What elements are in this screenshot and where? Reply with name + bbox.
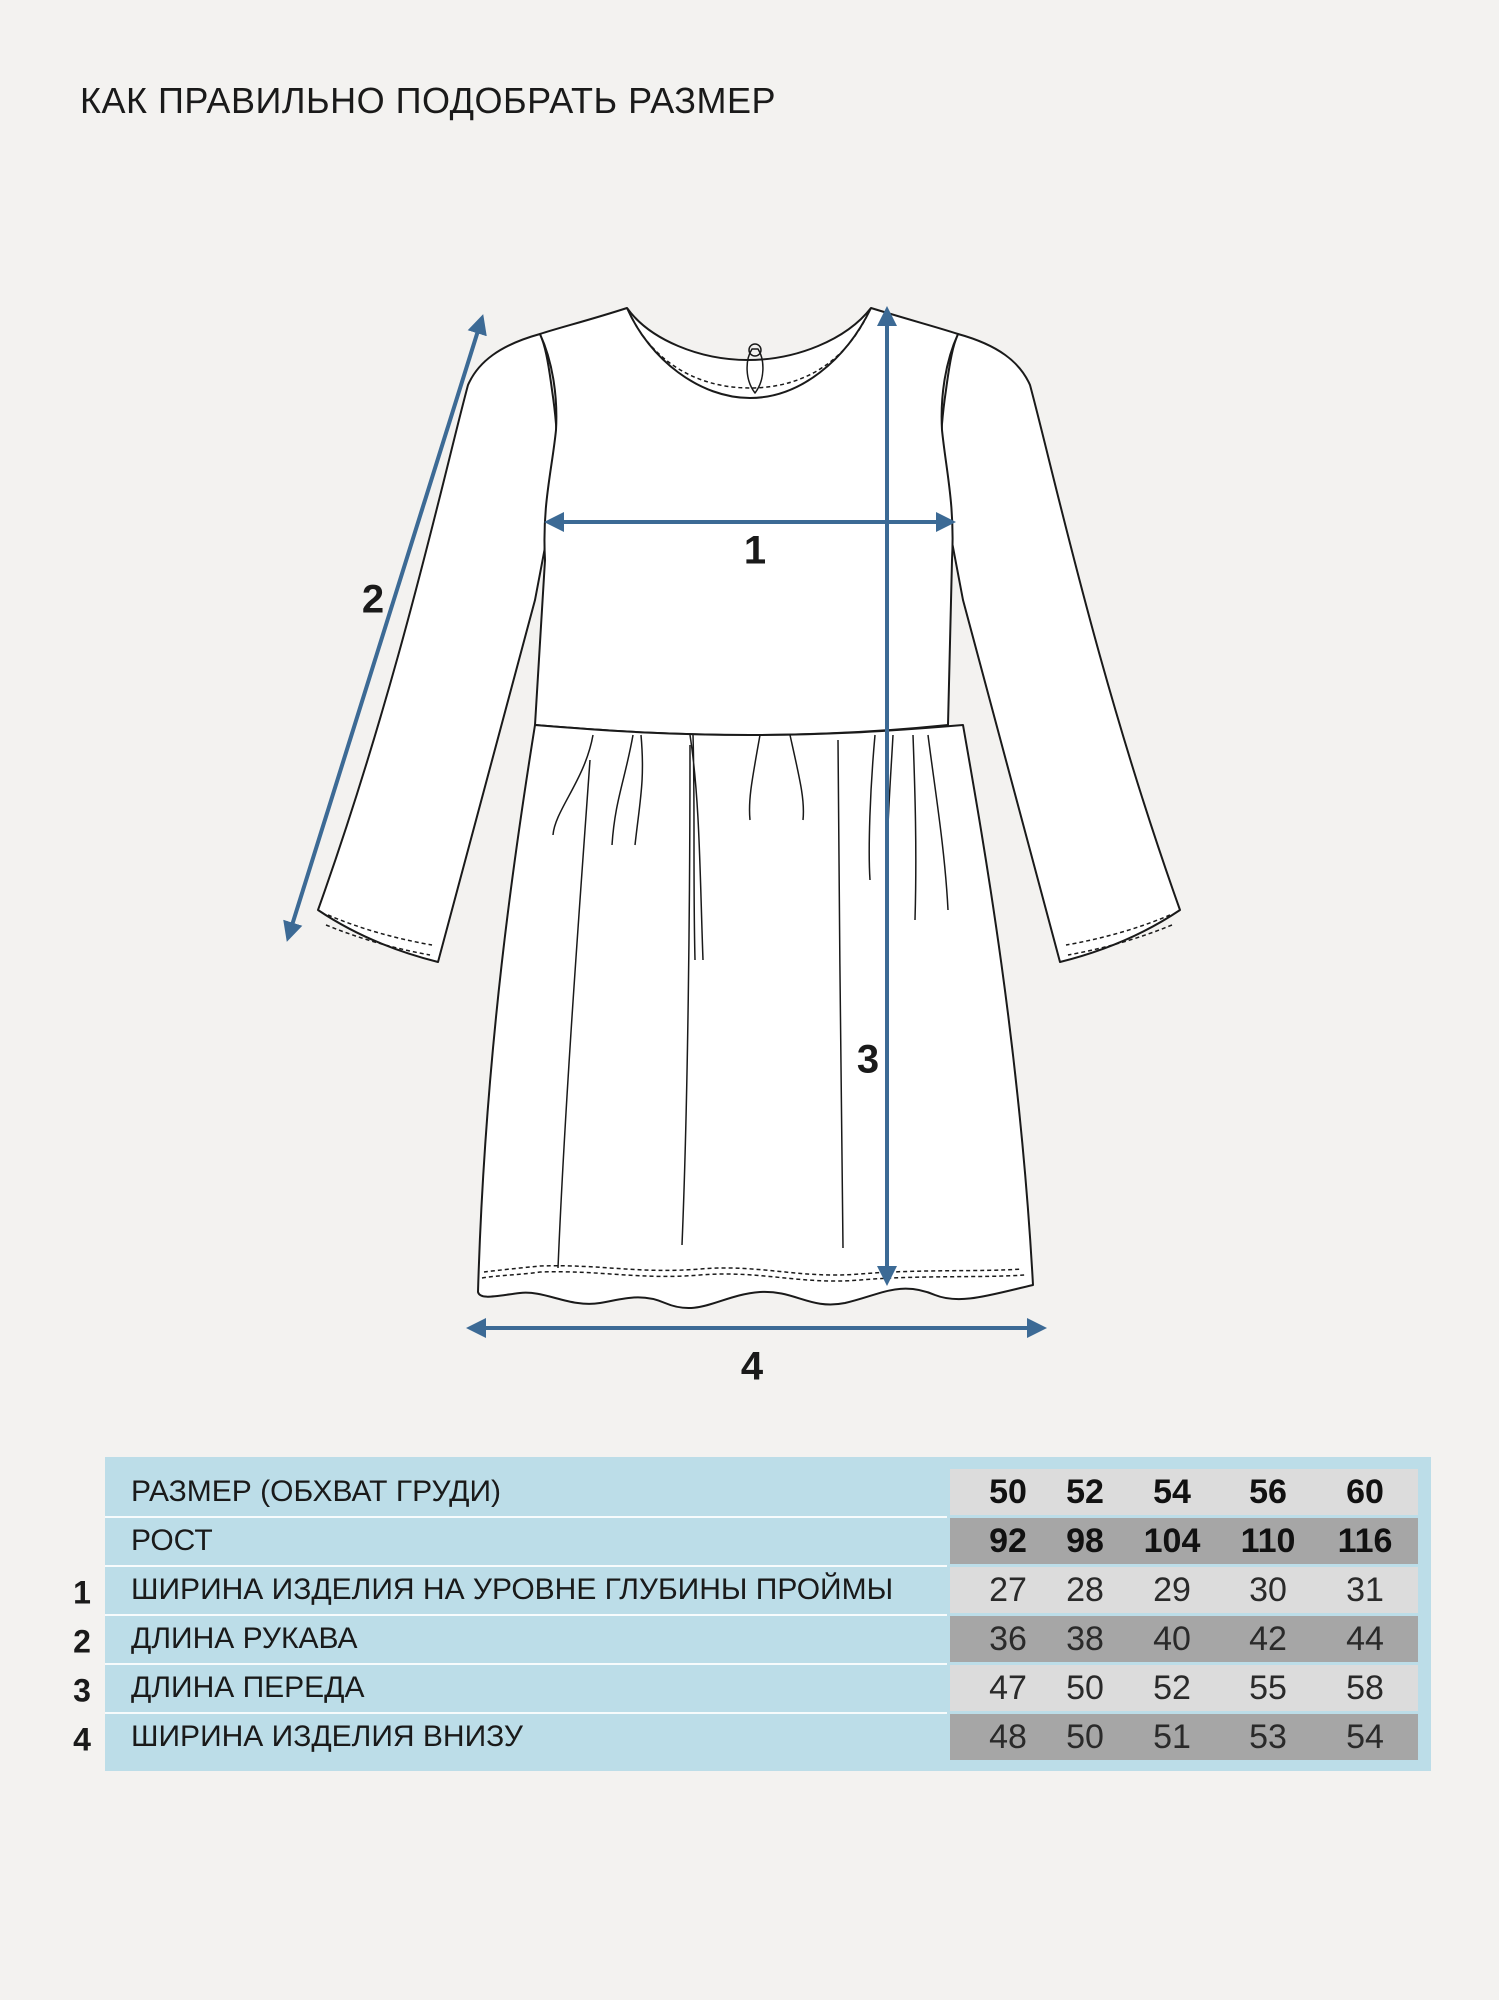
- row-number-1: 1: [73, 1574, 91, 1611]
- cell: 60: [1346, 1473, 1384, 1511]
- cell: 42: [1249, 1620, 1287, 1658]
- cell: 98: [1066, 1522, 1104, 1560]
- cell: 29: [1153, 1571, 1191, 1609]
- table-row-3: [105, 1665, 1431, 1711]
- cell: 53: [1249, 1718, 1287, 1756]
- table-row-height: [105, 1518, 1431, 1564]
- table-row-size: [105, 1469, 1431, 1515]
- cell: 52: [1066, 1473, 1104, 1511]
- table-row-1: [105, 1567, 1431, 1613]
- cell: 50: [989, 1473, 1027, 1511]
- table-row-2: [105, 1616, 1431, 1662]
- row-number-2: 2: [73, 1623, 91, 1660]
- cell: 27: [989, 1571, 1027, 1609]
- values-height: [950, 1518, 1418, 1564]
- cell: 48: [989, 1718, 1027, 1756]
- row-label: ШИРИНА ИЗДЕЛИЯ ВНИЗУ: [131, 1720, 523, 1753]
- values-size: [950, 1469, 1418, 1515]
- cell: 116: [1337, 1522, 1393, 1560]
- row-label: РОСТ: [131, 1524, 213, 1557]
- row-label: ШИРИНА ИЗДЕЛИЯ НА УРОВНЕ ГЛУБИНЫ ПРОЙМЫ: [131, 1573, 894, 1606]
- values-row-2: [950, 1616, 1418, 1662]
- values-row-4: [950, 1714, 1418, 1760]
- cell: 50: [1066, 1718, 1104, 1756]
- measure-label-2: 2: [361, 577, 385, 622]
- cell: 54: [1153, 1473, 1191, 1511]
- measure-label-1: 1: [743, 528, 767, 573]
- cell: 47: [989, 1669, 1027, 1707]
- cell: 56: [1249, 1473, 1287, 1511]
- cell: 58: [1346, 1669, 1384, 1707]
- row-label: ДЛИНА ПЕРЕДА: [131, 1671, 365, 1704]
- measure-label-3: 3: [856, 1037, 880, 1082]
- row-label: ДЛИНА РУКАВА: [131, 1622, 358, 1655]
- cell: 38: [1066, 1620, 1104, 1658]
- values-row-1: [950, 1567, 1418, 1613]
- cell: 30: [1249, 1571, 1287, 1609]
- cell: 51: [1153, 1718, 1191, 1756]
- dress-outline: [318, 308, 1180, 1308]
- skirt: [478, 725, 1033, 1308]
- row-number-4: 4: [73, 1721, 91, 1758]
- cell: 28: [1066, 1571, 1104, 1609]
- cell: 52: [1153, 1669, 1191, 1707]
- cell: 55: [1249, 1669, 1287, 1707]
- cell: 110: [1240, 1522, 1296, 1560]
- row-number-3: 3: [73, 1672, 91, 1709]
- cell: 104: [1143, 1522, 1201, 1560]
- values-row-3: [950, 1665, 1418, 1711]
- table-row-4: [105, 1714, 1431, 1760]
- cell: 54: [1346, 1718, 1384, 1756]
- cell: 44: [1346, 1620, 1384, 1658]
- row-label: РАЗМЕР (ОБХВАТ ГРУДИ): [131, 1475, 502, 1508]
- cell: 36: [989, 1620, 1027, 1658]
- cell: 50: [1066, 1669, 1104, 1707]
- cell: 92: [989, 1522, 1027, 1560]
- cell: 31: [1346, 1571, 1384, 1609]
- measure-label-4: 4: [740, 1344, 764, 1389]
- page-title: КАК ПРАВИЛЬНО ПОДОБРАТЬ РАЗМЕР: [80, 80, 777, 121]
- size-table: [105, 1457, 1431, 1771]
- cell: 40: [1153, 1620, 1191, 1658]
